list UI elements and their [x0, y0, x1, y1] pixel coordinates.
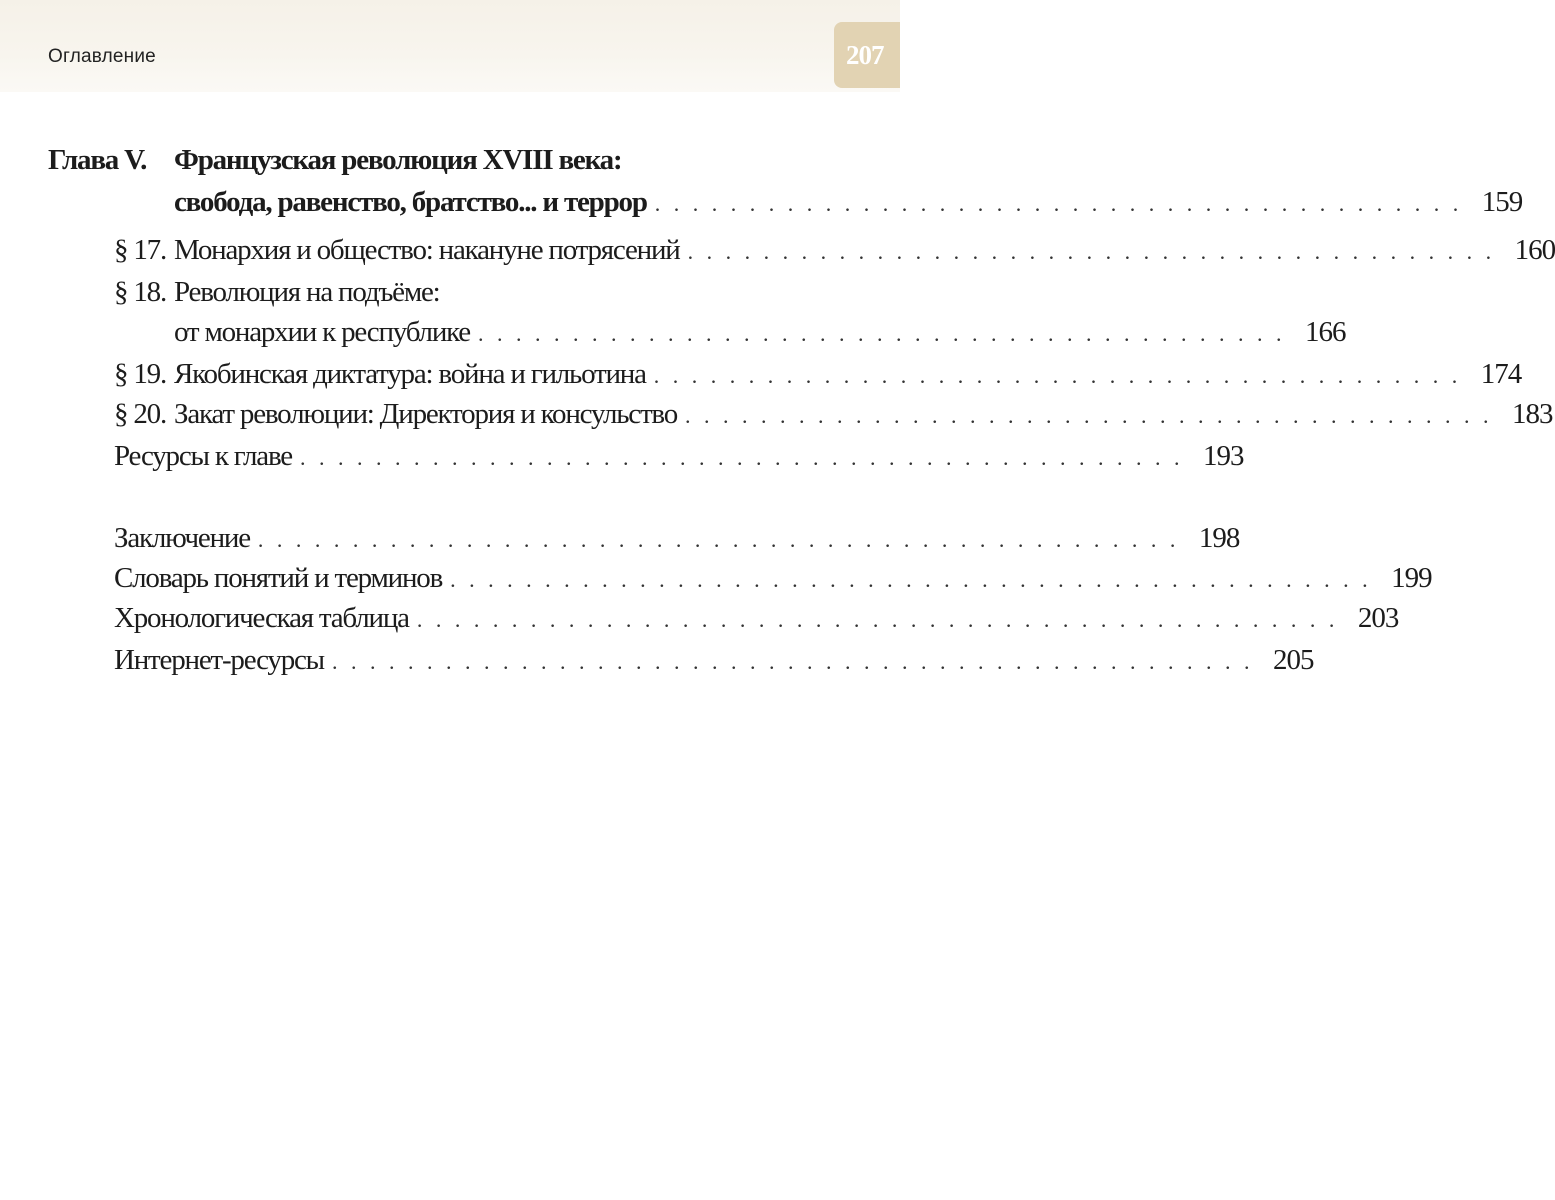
section-number: § 20. — [114, 398, 167, 430]
back-matter-title: Заключение — [114, 522, 250, 554]
resources-page: 193 — [1202, 440, 1244, 472]
leader-dots: . . . . . . . . . . . . . . . . . . . . . . . . . . . . . . . . . . . . . . . . . . . — [477, 321, 1286, 346]
toc-entry-section-19[interactable] — [174, 354, 1522, 394]
chapter-page: 159 — [1481, 186, 1523, 218]
chapter-title-entry[interactable] — [174, 182, 1523, 222]
resources-title: Ресурсы к главе — [114, 440, 292, 472]
toc-entry-internet-resources[interactable] — [114, 640, 1314, 680]
section-title: от монархии к республике — [174, 316, 470, 348]
section-page: 160 — [1514, 234, 1555, 266]
back-matter-page: 198 — [1198, 522, 1240, 554]
toc-entry-chronology[interactable] — [114, 598, 1399, 638]
section-title: Монархия и общество: накануне потрясений — [174, 234, 680, 266]
section-number: § 17. — [114, 234, 167, 266]
section-title: Якобинская диктатура: война и гильотина — [174, 358, 646, 390]
leader-dots: . . . . . . . . . . . . . . . . . . . . . . . . . . . . . . . . . . . . . . . . . . . . . . . . . — [450, 567, 1372, 592]
leader-dots: . . . . . . . . . . . . . . . . . . . . . . . . . . . . . . . . . . . . . . . . . . . — [687, 239, 1496, 264]
section-number: § 19. — [114, 358, 167, 390]
leader-dots: . . . . . . . . . . . . . . . . . . . . . . . . . . . . . . . . . . . . . . . . . . . . . . . . . — [331, 649, 1254, 674]
leader-dots: . . . . . . . . . . . . . . . . . . . . . . . . . . . . . . . . . . . . . . . . . . . . . . . — [299, 445, 1184, 470]
back-matter-page: 199 — [1391, 562, 1432, 594]
leader-dots: . . . . . . . . . . . . . . . . . . . . . . . . . . . . . . . . . . . . . . . . . . . . . . . . . — [257, 527, 1180, 552]
back-matter-page: 205 — [1272, 644, 1314, 676]
back-matter-title: Хронологическая таблица — [114, 602, 409, 634]
section-title: Оглавление — [48, 46, 156, 67]
back-matter-title: Словарь понятий и терминов — [114, 562, 443, 594]
section-page: 174 — [1480, 358, 1522, 390]
toc-entry-section-20[interactable] — [174, 394, 1553, 434]
page-number: 207 — [846, 40, 884, 70]
leader-dots: . . . . . . . . . . . . . . . . . . . . . . . . . . . . . . . . . . . . . . . . . . . — [685, 403, 1493, 428]
toc-entry-section-18-line1[interactable] — [174, 272, 826, 312]
leader-dots: . . . . . . . . . . . . . . . . . . . . . . . . . . . . . . . . . . . . . . . . . . . — [653, 363, 1462, 388]
section-number: § 18. — [114, 276, 167, 308]
section-title: Революция на подъёме: — [174, 276, 440, 308]
toc-entry-section-18[interactable] — [174, 312, 1346, 352]
toc-entry-conclusion[interactable] — [114, 518, 1240, 558]
toc-entry-section-17[interactable] — [174, 230, 1555, 270]
toc-entry-glossary[interactable] — [114, 558, 1432, 598]
back-matter-title: Интернет-ресурсы — [114, 644, 324, 676]
back-matter-page: 203 — [1357, 602, 1399, 634]
section-title: Закат революции: Директория и консульство — [174, 398, 678, 430]
chapter-title-line2: свобода, равенство, братство... и террор — [174, 186, 647, 218]
section-page: 166 — [1304, 316, 1346, 348]
chapter-title-line1[interactable]: Французская революция XVIII века: — [174, 144, 622, 176]
section-page: 183 — [1512, 398, 1553, 430]
toc-entry-resources[interactable] — [114, 436, 1244, 476]
leader-dots: . . . . . . . . . . . . . . . . . . . . . . . . . . . . . . . . . . . . . . . . . . . . . . . . . — [416, 607, 1339, 632]
chapter-prefix: Глава V. — [48, 144, 147, 176]
leader-dots: . . . . . . . . . . . . . . . . . . . . . . . . . . . . . . . . . . . . . . . . . . . — [654, 191, 1463, 216]
